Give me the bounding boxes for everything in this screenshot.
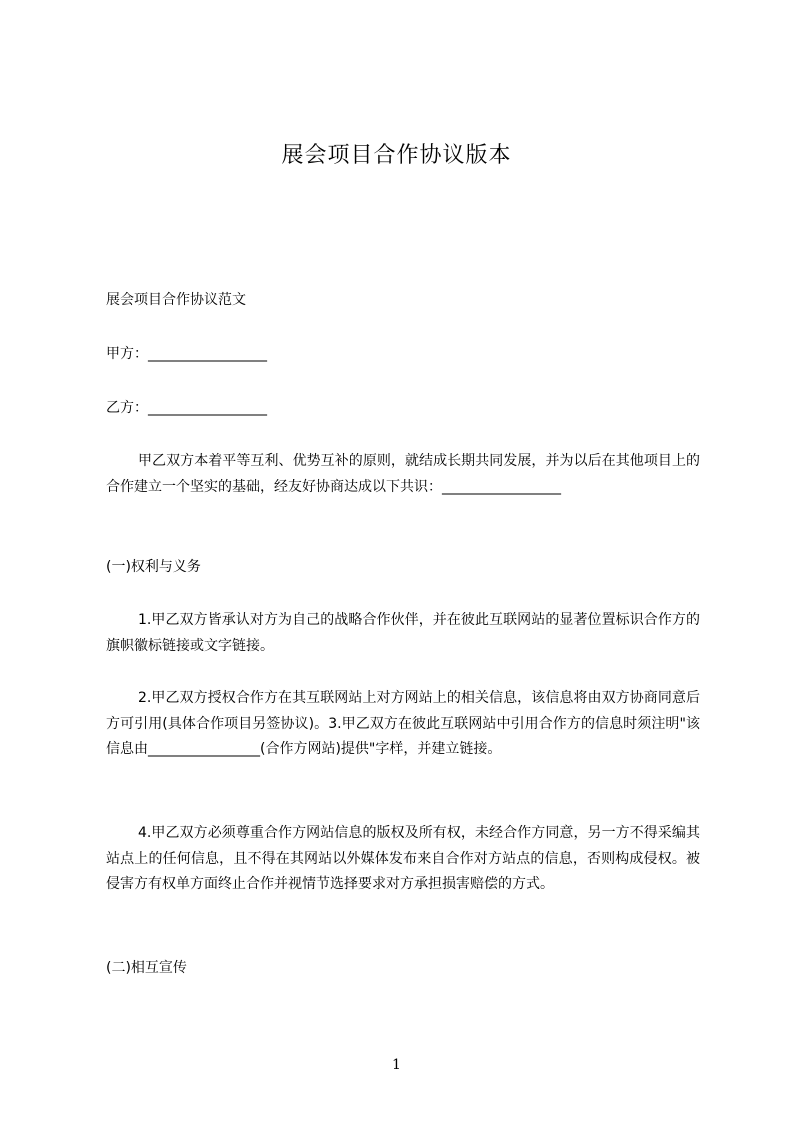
page-number: 1 [392, 1057, 401, 1073]
party-b-line: 乙方：_________________ [106, 400, 267, 416]
clause-2-3-paragraph: 2.甲乙双方授权合作方在其互联网站上对方网站上的相关信息，该信息将由双方协商同意后方可引用(具体合作项目另签协议)。3.甲乙双方在彼此互联网站中引用合作方的信息时须注明"该信息由________________(合作方网站)提供"字样，并建立链接。 [106, 690, 700, 757]
intro-paragraph: 甲乙双方本着平等互利、优势互补的原则，就结成长期共同发展，并为以后在其他项目上的合作建立一个坚实的基础，经友好协商达成以下共识：_________________ [106, 453, 700, 495]
section-heading-mutual-promotion: (二)相互宣传 [106, 960, 187, 976]
section-heading-rights-obligations: (一)权利与义务 [106, 559, 201, 575]
document-subtitle: 展会项目合作协议范文 [106, 292, 246, 308]
clause-1-paragraph: 1.甲乙双方皆承认对方为自己的战略合作伙伴，并在彼此互联网站的显著位置标识合作方的旗帜徽标链接或文字链接。 [106, 612, 700, 654]
party-a-line: 甲方：_________________ [106, 346, 267, 362]
document-title: 展会项目合作协议版本 [281, 143, 512, 168]
clause-4-paragraph: 4.甲乙双方必须尊重合作方网站信息的版权及所有权，未经合作方同意，另一方不得采编其站点上的任何信息，且不得在其网站以外媒体发布来自合作对方站点的信息，否则构成侵权。被侵害方有权单方面终止合作并视情节选择要求对方承担损害赔偿的方式。 [106, 825, 700, 892]
